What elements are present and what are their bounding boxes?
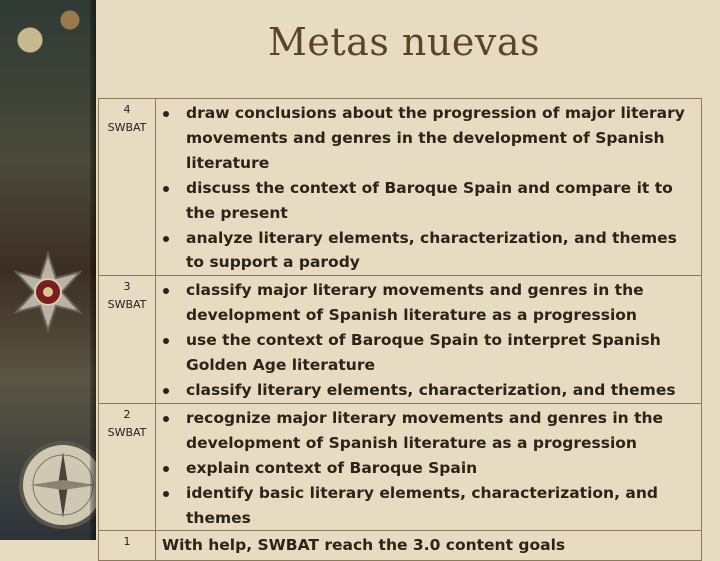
level-number: 3	[123, 280, 131, 294]
list-item: use the context of Baroque Spain to interpret Spanish Golden Age literature	[186, 328, 695, 378]
decorative-photo-strip	[0, 0, 96, 540]
level-cell	[99, 276, 156, 404]
goals-cell	[156, 276, 702, 404]
goal-list	[156, 99, 701, 275]
list-item: identify basic literary elements, characterization, and themes	[186, 481, 695, 531]
list-item: explain context of Baroque Spain	[186, 456, 695, 481]
list-item: analyze literary elements, characterization, and themes to support a parody	[186, 226, 695, 276]
medal-cross-icon	[6, 250, 90, 334]
slide-title: Metas nuevas	[268, 20, 540, 64]
goals-cell	[156, 531, 702, 561]
goals-cell	[156, 403, 702, 531]
level-cell	[99, 403, 156, 531]
goals-cell	[156, 99, 702, 276]
level-cell	[99, 99, 156, 276]
compass-icon	[18, 440, 96, 530]
goal-list	[156, 404, 701, 531]
table-row	[99, 99, 702, 276]
goal-list	[156, 276, 701, 403]
level-number: 1	[123, 535, 131, 549]
list-item: draw conclusions about the progression of major literary movements and genres in the development of Spanish literature	[186, 101, 695, 176]
level-label: SWBAT	[107, 298, 147, 312]
list-item: classify major literary movements and genres in the development of Spanish literature as a progression	[186, 278, 695, 328]
level-cell	[99, 531, 156, 561]
list-item: discuss the context of Baroque Spain and compare it to the present	[186, 176, 695, 226]
level-number: 4	[123, 103, 131, 116]
level-number: 2	[123, 407, 131, 421]
list-item: classify literary elements, characterization, and themes	[186, 378, 695, 403]
help-goal-text: With help, SWBAT reach the 3.0 content goals	[162, 536, 566, 555]
goals-table	[98, 98, 702, 561]
list-item: recognize major literary movements and genres in the development of Spanish literature as a progression	[186, 406, 695, 456]
level-label: SWBAT	[107, 121, 147, 134]
table-row	[99, 403, 702, 531]
table-row	[99, 531, 702, 561]
table-row	[99, 276, 702, 404]
level-label: SWBAT	[107, 425, 147, 439]
